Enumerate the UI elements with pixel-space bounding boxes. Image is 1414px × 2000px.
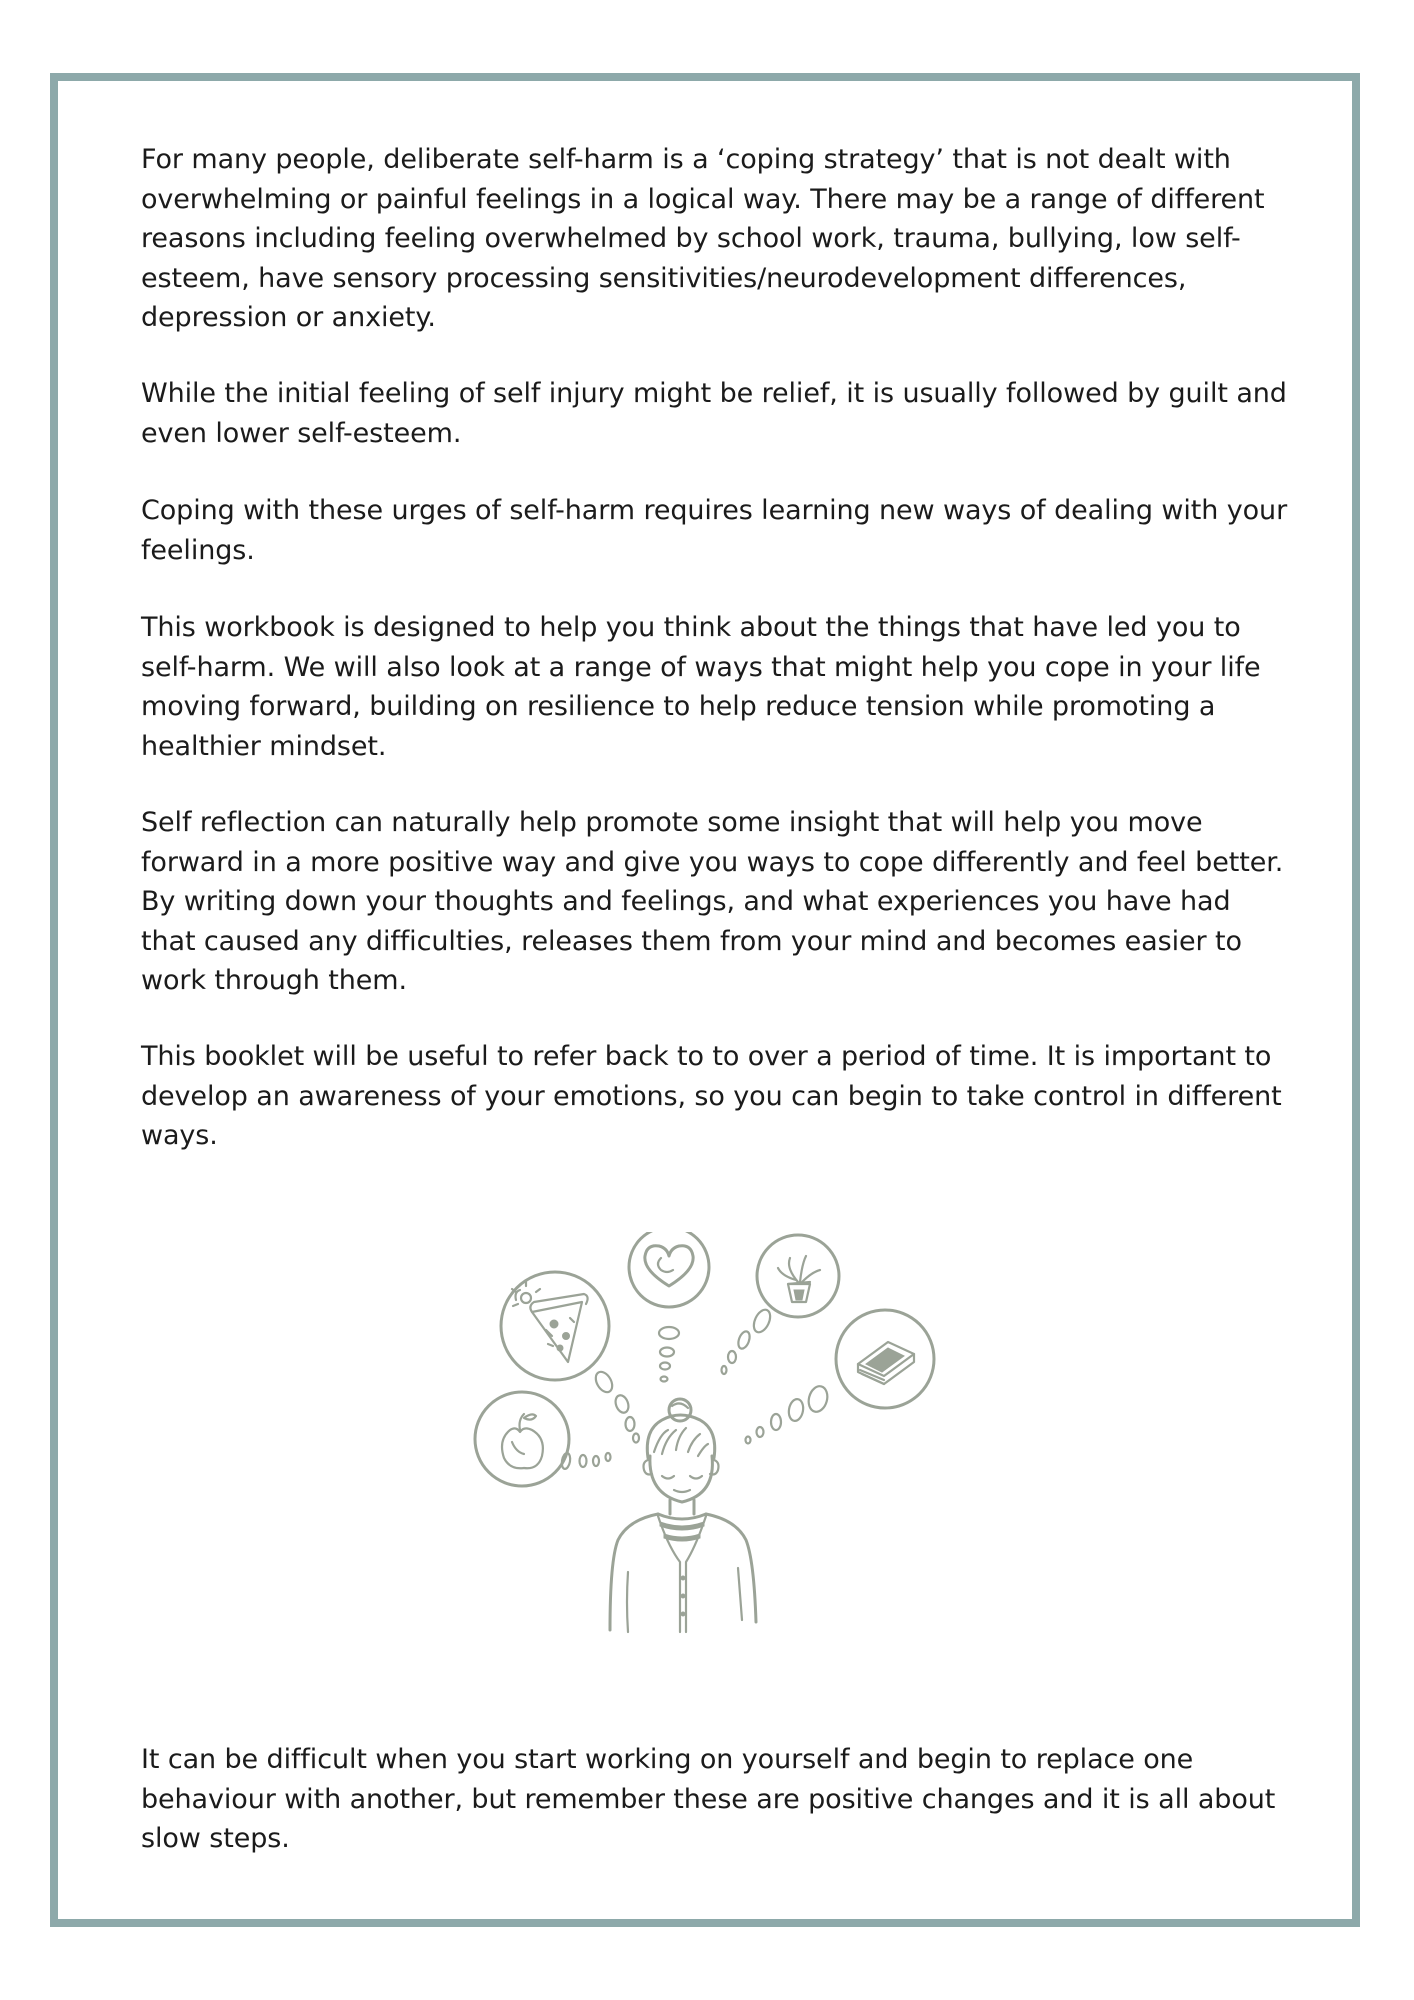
apple-icon — [475, 1392, 569, 1486]
paragraph-intro: For many people, deliberate self-harm is a ‘coping strategy’ that is not dealt with overwhelming or painful feelings in a logical way. There may be a range of different reasons including feeling overwhelmed by school work, trauma, bullying, low self-esteem, have sensory processing sensitivities/neurodevelopment differences, depression or anxiety. — [141, 144, 1265, 333]
paragraph-workbook-purpose: This workbook is designed to help you think about the things that have led you to self-harm. We will also look at a range of ways that might help you cope in your life moving forward, building on resilience to help reduce tension while promoting a healthier mindset. — [141, 612, 1261, 762]
paragraph-coping-urges: Coping with these urges of self-harm requires learning new ways of dealing with your feelings. — [141, 495, 1288, 566]
thinking-person-illustration — [462, 1232, 952, 1662]
paragraph-closing: It can be difficult when you start working on yourself and begin to replace one behaviour with another, but remember these are positive changes and it is all about slow steps. — [141, 1744, 1276, 1854]
paragraph-self-reflection: Self reflection can naturally help promote some insight that will help you move forward in a more positive way and give you ways to cope differently and feel better. By writing down your thoughts and feelings, and what experiences you have had that caused any difficulties, releases them from your mind and becomes easier to work through them. — [141, 807, 1284, 996]
plant-icon — [757, 1235, 839, 1317]
book-icon — [836, 1310, 934, 1408]
paragraph-relief-guilt: While the initial feeling of self injury might be relief, it is usually followed by guilt and even lower self-esteem. — [141, 378, 1287, 449]
heart-icon — [629, 1232, 709, 1307]
paragraph-booklet-use: This booklet will be useful to refer back to to over a period of time. It is important to develop an awareness of your emotions, so you can begin to take control in different ways. — [141, 1041, 1282, 1151]
person-figure — [610, 1399, 756, 1632]
thought-bubbles — [561, 1307, 830, 1469]
pizza-icon — [501, 1272, 609, 1380]
